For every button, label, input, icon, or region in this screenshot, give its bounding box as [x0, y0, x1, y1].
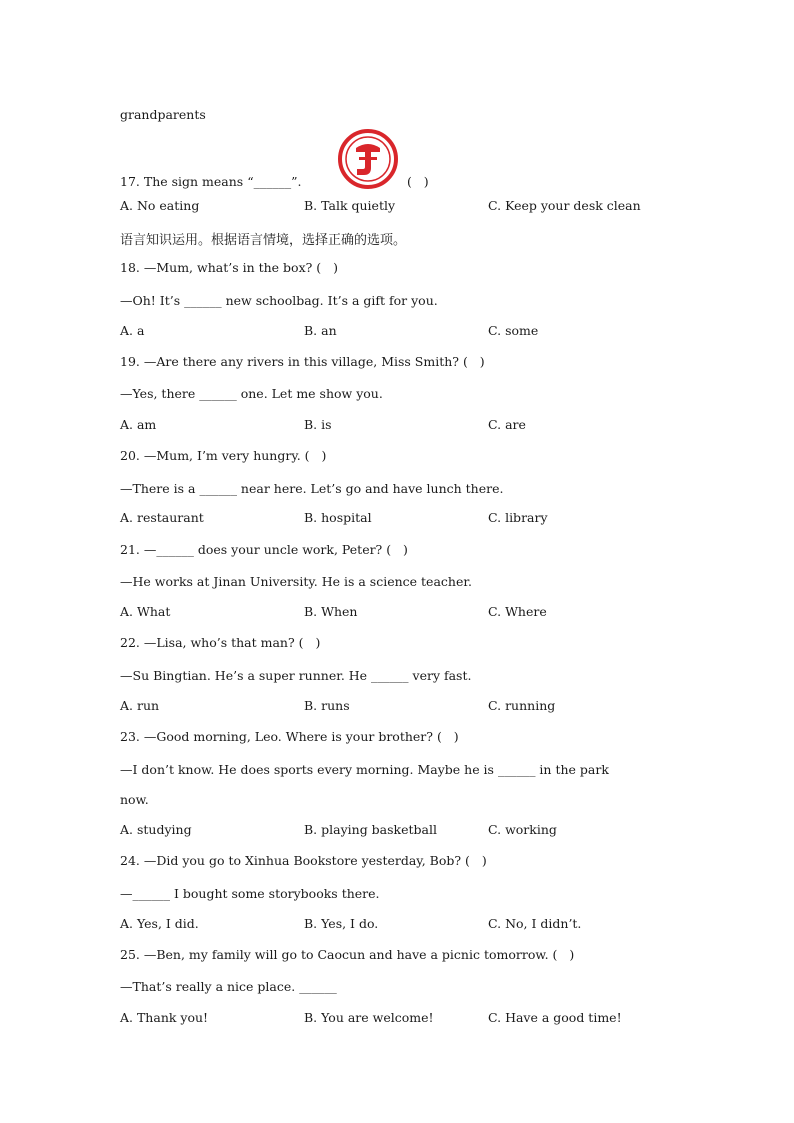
- dialogue-line: —There is a ______ near here. Let’s go and have lunch there.: [120, 481, 504, 496]
- question-line: 18. —Mum, what’s in the box? ( ): [120, 260, 338, 275]
- option-a[interactable]: A. studying: [120, 822, 192, 837]
- dialogue-line: —Yes, there ______ one. Let me show you.: [120, 386, 383, 401]
- option-a[interactable]: A. Yes, I did.: [120, 916, 199, 931]
- option-b[interactable]: B. When: [304, 604, 358, 619]
- option-b[interactable]: B. You are welcome!: [304, 1010, 434, 1025]
- option-c[interactable]: C. Where: [488, 604, 547, 619]
- option-c[interactable]: C. working: [488, 822, 557, 837]
- option-a[interactable]: A. a: [120, 323, 145, 338]
- question-line: 25. —Ben, my family will go to Caocun and have a picnic tomorrow. ( ): [120, 947, 575, 962]
- dialogue-line-continued: now.: [120, 792, 149, 807]
- option-c[interactable]: C. library: [488, 510, 548, 525]
- question-line: 24. —Did you go to Xinhua Bookstore yesterday, Bob? ( ): [120, 853, 487, 868]
- option-b[interactable]: B. runs: [304, 698, 350, 713]
- dialogue-line: —______ I bought some storybooks there.: [120, 886, 380, 901]
- q17-answer-bracket[interactable]: ( ): [407, 174, 429, 189]
- continued-text-fragment: grandparents: [120, 107, 206, 122]
- option-b[interactable]: B. hospital: [304, 510, 372, 525]
- option-b[interactable]: B. Yes, I do.: [304, 916, 379, 931]
- dialogue-line: —He works at Jinan University. He is a science teacher.: [120, 574, 472, 589]
- q17-stem: 17. The sign means “______”.: [120, 174, 302, 189]
- dialogue-line: —I don’t know. He does sports every morning. Maybe he is ______ in the park: [120, 762, 609, 777]
- question-line: 21. —______ does your uncle work, Peter? ( ): [120, 542, 408, 557]
- option-c[interactable]: C. some: [488, 323, 539, 338]
- option-a[interactable]: A. restaurant: [120, 510, 204, 525]
- option-c[interactable]: C. running: [488, 698, 556, 713]
- option-b[interactable]: B. playing basketball: [304, 822, 437, 837]
- option-a[interactable]: A. am: [120, 417, 157, 432]
- dialogue-line: —Oh! It’s ______ new schoolbag. It’s a gift for you.: [120, 293, 438, 308]
- option-a[interactable]: A. run: [120, 698, 160, 713]
- option-c[interactable]: C. No, I didn’t.: [488, 916, 582, 931]
- question-line: 22. —Lisa, who’s that man? ( ): [120, 635, 321, 650]
- question-line: 19. —Are there any rivers in this village, Miss Smith? ( ): [120, 354, 485, 369]
- option-c[interactable]: C. Have a good time!: [488, 1010, 622, 1025]
- option-a[interactable]: A. Thank you!: [120, 1010, 209, 1025]
- question-line: 23. —Good morning, Leo. Where is your brother? ( ): [120, 729, 459, 744]
- option-b[interactable]: B. an: [304, 323, 337, 338]
- option-a[interactable]: A. What: [120, 604, 171, 619]
- option-c[interactable]: C. are: [488, 417, 526, 432]
- q17-option-c[interactable]: C. Keep your desk clean: [488, 198, 641, 213]
- dialogue-line: —That’s really a nice place. ______: [120, 979, 337, 994]
- dialogue-line: —Su Bingtian. He’s a super runner. He ______ very fast.: [120, 668, 472, 683]
- q17-option-b[interactable]: B. Talk quietly: [304, 198, 396, 213]
- section-instruction: 语言知识运用。根据语言情境，选择正确的选项。: [120, 233, 407, 248]
- no-entry-sign-icon: [337, 128, 399, 190]
- question-line: 20. —Mum, I’m very hungry. ( ): [120, 448, 327, 463]
- q17-option-a[interactable]: A. No eating: [120, 198, 200, 213]
- option-b[interactable]: B. is: [304, 417, 332, 432]
